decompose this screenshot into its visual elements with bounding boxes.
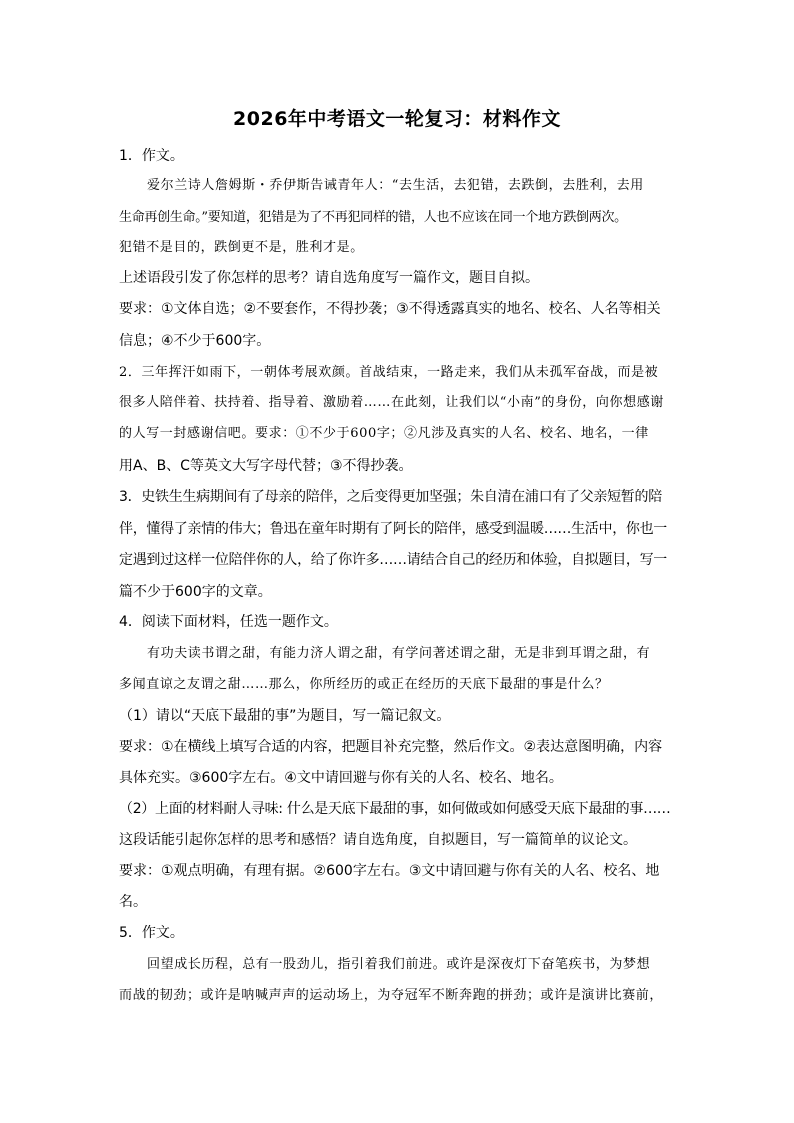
- question-2-line: 很多人陪伴着、扶持着、指导着、激励着……在此刻，让我们以“小南”的身份，向你想感谢: [119, 395, 664, 410]
- question-4-intro: 4．阅读下面材料，任选一题作文。: [119, 614, 338, 630]
- question-4-option-2: 这段话能引起你怎样的思考和感悟？请自选角度，自拟题目，写一篇简单的议论文。: [119, 832, 637, 848]
- question-4-option-1-requirements: 具体充实。③600字左右。④文中请回避与你有关的人名、校名、地名。: [119, 770, 563, 786]
- question-4-option-1-requirements: 要求：①在横线上填写合适的内容，把题目补充完整，然后作文。②表达意图明确，内容: [119, 739, 663, 755]
- question-4-option-2: （2）上面的材料耐人寻味: 什么是天底下最甜的事，如何做或如何感受天底下最甜的事……: [119, 801, 671, 817]
- question-3-line: 伴，懂得了亲情的伟大；鲁迅在童年时期有了阿长的陪伴，感受到温暖……生活中，你也一: [119, 521, 667, 537]
- page-title: 2026年中考语文一轮复习：材料作文: [233, 108, 561, 130]
- question-2-line: 的人写一封感谢信吧。要求：①不少于600字；②凡涉及真实的人名、校名、地名，一律: [119, 426, 649, 441]
- question-3-line: 篇不少于600字的文章。: [119, 584, 272, 600]
- question-1-material-line: 爱尔兰诗人詹姆斯・乔伊斯告诫青年人：“去生活，去犯错，去跌倒，去胜利，去用: [147, 178, 644, 193]
- question-1-material-line: 犯错不是目的，跌倒更不是，胜利才是。: [119, 240, 364, 255]
- question-1-requirements: 要求：①文体自选；②不要套作，不得抄袭；③不得透露真实的地名、校名、人名等相关: [119, 301, 661, 317]
- question-1-number: 1．作文。: [119, 148, 184, 164]
- question-5-number: 5．作文。: [119, 925, 184, 941]
- question-4-material-line: 多闻直谅之友谓之甜……那么，你所经历的或正在经历的天底下最甜的事是什么？: [119, 677, 609, 692]
- question-1-material-line: 生命再创生命。”要知道，犯错是为了不再犯同样的错，人也不应该在同一个地方跌倒两次。: [119, 210, 627, 225]
- question-1-prompt: 上述语段引发了你怎样的思考？请自选角度写一篇作文，题目自拟。: [119, 270, 539, 286]
- question-5-material-line: 而战的韧劲；或许是呐喊声声的运动场上，为夺冠军不断奔跑的拼劲；或许是演讲比赛前，: [119, 988, 664, 1003]
- question-4-material-line: 有功夫读书谓之甜，有能力济人谓之甜，有学问著述谓之甜，无是非到耳谓之甜，有: [147, 646, 651, 661]
- question-2-line: 用A、B、C等英文大写字母代替；③不得抄袭。: [119, 458, 413, 474]
- question-3-line: 3．史铁生生病期间有了母亲的陪伴，之后变得更加坚强；朱自清在浦口有了父亲短暂的陪: [119, 489, 662, 505]
- question-2-line: 2．三年挥汗如雨下，一朝体考展欢颜。首战结束，一路走来，我们从未孤军奋战，而是被: [119, 365, 659, 380]
- question-5-material-line: 回望成长历程，总有一股劲儿，指引着我们前进。或许是深夜灯下奋笔疾书，为梦想: [147, 957, 651, 972]
- question-4-option-1: （1）请以“天底下最甜的事”为题目，写一篇记叙文。: [119, 708, 451, 724]
- question-4-option-2-requirements: 要求：①观点明确，有理有据。②600字左右。③文中请回避与你有关的人名、校名、地: [119, 863, 660, 879]
- question-3-line: 定遇到过这样一位陪伴你的人，给了你许多……请结合自己的经历和体验，自拟题目，写一: [119, 552, 667, 568]
- question-4-option-2-requirements: 名。: [119, 894, 147, 910]
- question-1-requirements: 信息；④不少于600字。: [119, 333, 271, 349]
